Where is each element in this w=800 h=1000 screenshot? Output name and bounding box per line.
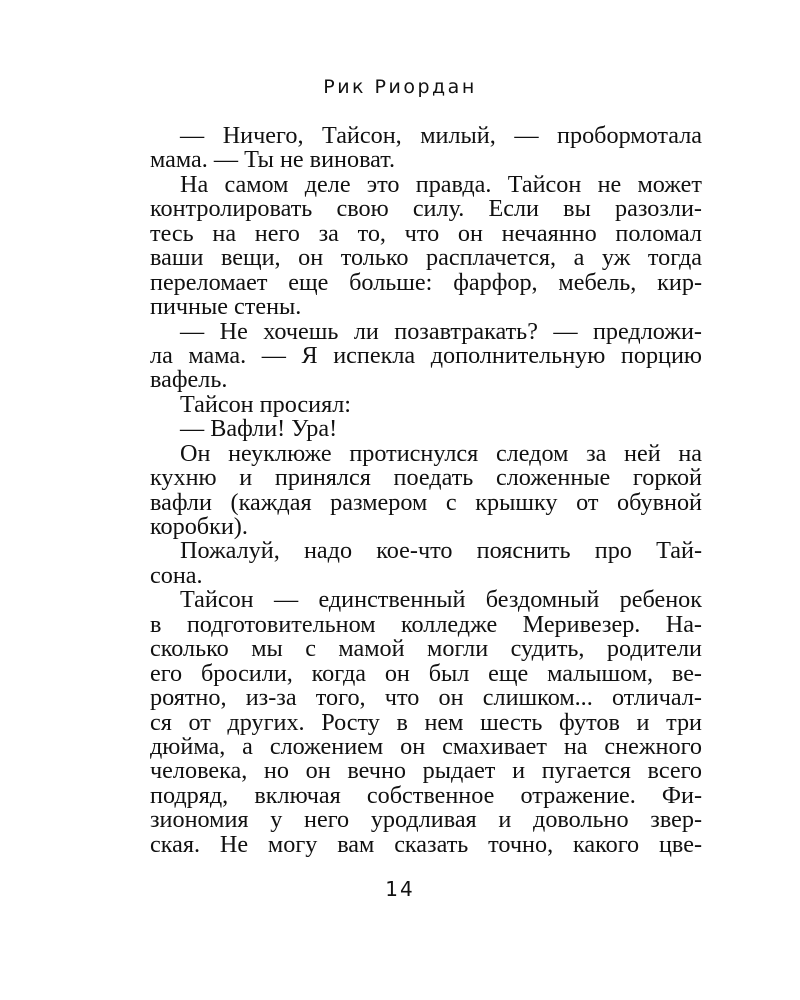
page-number: 14	[385, 877, 415, 901]
text-line: Он неуклюже протиснулся следом за ней на	[180, 439, 702, 467]
text-line: роятно, из-за того, что он слишком... отличал-	[150, 684, 702, 712]
text-line: человека, но он вечно рыдает и пугается всего	[150, 757, 702, 785]
body-text	[150, 124, 702, 857]
text-line: Тайсон просиял:	[180, 390, 352, 418]
text-line: ла мама. — Я испекла дополнительную порцию	[150, 341, 702, 369]
text-line: тесь на него за то, что он нечаянно поломал	[150, 219, 702, 247]
text-line: мама. — Ты не виноват.	[150, 146, 396, 174]
text-line: кухню и принялся поедать сложенные горкой	[150, 464, 702, 492]
text-line: подряд, включая собственное отражение. Фи-	[150, 781, 702, 809]
text-line: ся от других. Росту в нем шесть футов и три	[150, 708, 702, 736]
text-line: в подготовительном колледже Меривезер. На-	[150, 610, 702, 638]
text-line: переломает еще больше: фарфор, мебель, кир-	[150, 268, 702, 296]
text-line: ваши вещи, он только расплачется, а уж тогда	[150, 244, 702, 272]
text-line: — Не хочешь ли позавтракать? — предложи-	[180, 317, 702, 345]
text-line: вафель.	[150, 366, 228, 394]
text-line: сона.	[150, 561, 203, 589]
text-line: зиономия у него уродливая и довольно звер-	[150, 806, 702, 834]
text-line: его бросили, когда он был еще малышом, ве-	[150, 659, 702, 687]
text-line: пичные стены.	[150, 293, 302, 321]
text-line: — Ничего, Тайсон, милый, — пробормотала	[180, 122, 702, 149]
text-line: контролировать свою силу. Если вы разозли-	[150, 195, 702, 223]
text-line: — Вафли! Ура!	[180, 415, 338, 443]
text-line: ская. Не могу вам сказать точно, какого цве-	[150, 830, 702, 858]
text-line: дюйма, а сложением он смахивает на снежного	[150, 732, 702, 760]
text-line: сколько мы с мамой могли судить, родители	[150, 635, 702, 663]
text-line: Тайсон — единственный бездомный ребенок	[180, 586, 702, 614]
running-head: Рик Риордан	[323, 76, 477, 98]
text-line: На самом деле это правда. Тайсон не может	[180, 170, 702, 198]
text-line: Пожалуй, надо кое-что пояснить про Тай-	[180, 537, 702, 565]
text-line: вафли (каждая размером с крышку от обувной	[150, 488, 702, 516]
text-line: коробки).	[150, 513, 248, 540]
